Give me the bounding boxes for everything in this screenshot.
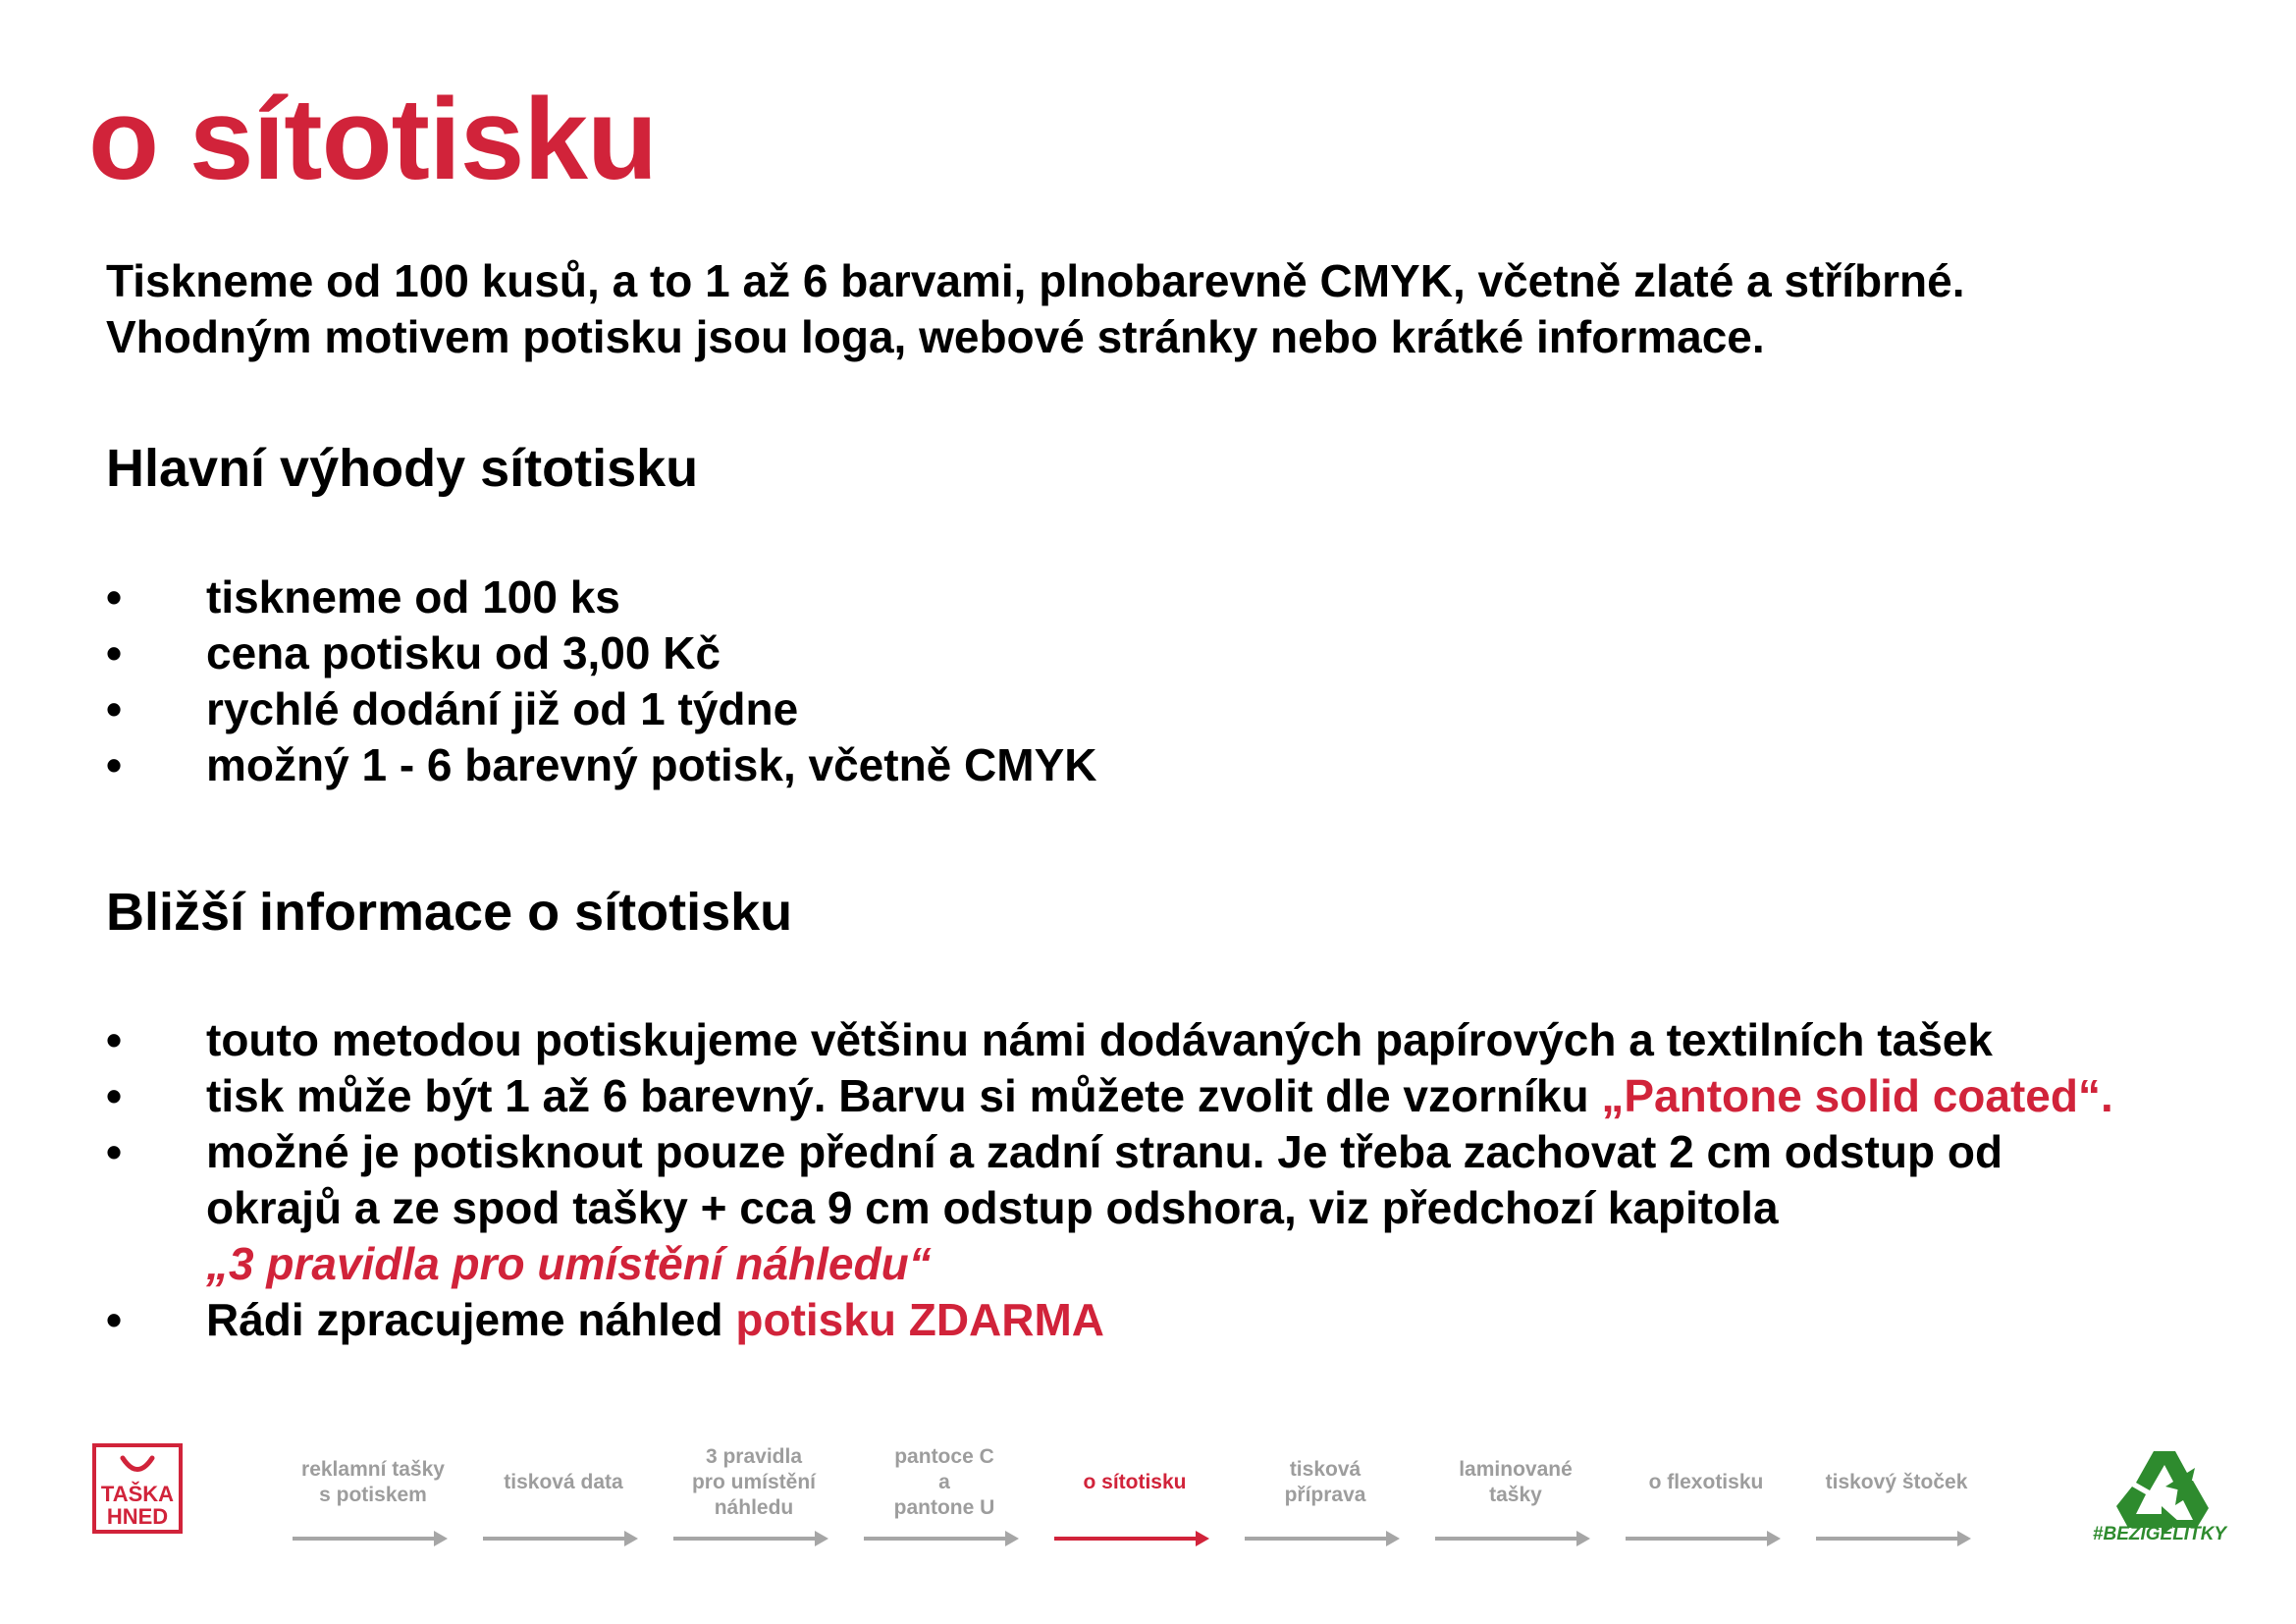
arrow-right-icon bbox=[666, 1527, 832, 1550]
arrow-right-icon bbox=[285, 1527, 452, 1550]
nav-item-label-line: tisková bbox=[1289, 1458, 1362, 1481]
bullet: • bbox=[106, 627, 123, 678]
nav-item-label-line: o sítotisku bbox=[1083, 1471, 1187, 1493]
list-item bbox=[106, 681, 1097, 737]
arrow-right-icon bbox=[475, 1527, 642, 1550]
list-item bbox=[106, 1068, 2113, 1124]
page-title: o sítotisku bbox=[88, 75, 658, 204]
nav-item-label-line: pantone U bbox=[893, 1496, 995, 1519]
nav-item-label bbox=[1808, 1429, 1985, 1537]
pantone-highlight: „Pantone solid coated“. bbox=[1601, 1070, 2113, 1121]
list-item bbox=[106, 625, 1097, 681]
list-item-text: možný 1 - 6 barevný potisk, včetně CMYK bbox=[206, 739, 1097, 790]
list-item-text: tiskneme od 100 ks bbox=[206, 571, 620, 623]
advantages-list bbox=[106, 569, 1097, 793]
list-item-text: tisk může být 1 až 6 barevný. Barvu si můžete zvolit dle vzorníku bbox=[206, 1070, 1602, 1121]
arrow-right-icon bbox=[1808, 1527, 1975, 1550]
nav-item[interactable] bbox=[475, 1429, 652, 1556]
bullet: • bbox=[106, 571, 123, 623]
list-item bbox=[106, 1124, 2113, 1292]
details-list bbox=[106, 1012, 2113, 1348]
list-item bbox=[106, 737, 1097, 793]
nav-item[interactable] bbox=[666, 1429, 842, 1556]
nav-item-label-line: tašky bbox=[1489, 1484, 1542, 1506]
nav-item[interactable] bbox=[285, 1429, 461, 1556]
nav-item-label-line: 3 pravidla bbox=[705, 1445, 803, 1468]
nav-item-label bbox=[285, 1429, 461, 1537]
nav-item[interactable] bbox=[1808, 1429, 1985, 1556]
free-preview-highlight: potisku ZDARMA bbox=[735, 1294, 1105, 1345]
list-item-text: rychlé dodání již od 1 týdne bbox=[206, 683, 799, 734]
nav-item-label-line: tisková data bbox=[504, 1471, 623, 1493]
nav-item-label-line: s potiskem bbox=[319, 1484, 427, 1506]
list-item-text: cena potisku od 3,00 Kč bbox=[206, 627, 721, 678]
intro-line: Tiskneme od 100 kusů, a to 1 až 6 barvami, plnobarevně CMYK, včetně zlaté a stříbrné. bbox=[106, 255, 1965, 306]
nav-item[interactable] bbox=[1618, 1429, 1794, 1556]
logo-line: TAŠKA bbox=[100, 1482, 175, 1506]
bullet: • bbox=[106, 1014, 123, 1065]
nav-item-label-line: laminované bbox=[1459, 1458, 1573, 1481]
nav-item-label bbox=[475, 1429, 652, 1537]
list-item bbox=[106, 1292, 2113, 1348]
intro-paragraph bbox=[106, 253, 1965, 365]
list-item-text: touto metodou potiskujeme většinu námi dodávaných papírových a textilních tašek bbox=[206, 1014, 1993, 1065]
nav-item-label-line: tiskový štoček bbox=[1825, 1471, 1968, 1493]
arrow-right-icon bbox=[1618, 1527, 1785, 1550]
bullet: • bbox=[106, 683, 123, 734]
list-item-text: možné je potisknout pouze přední a zadní stranu. Je třeba zachovat 2 cm odstup od bbox=[206, 1126, 2003, 1177]
nav-item-label bbox=[1427, 1429, 1604, 1537]
list-item bbox=[106, 1012, 2113, 1068]
nav-item-label bbox=[856, 1429, 1033, 1537]
advantages-heading: Hlavní výhody sítotisku bbox=[106, 439, 699, 498]
nav-item-label bbox=[1046, 1429, 1223, 1537]
nav-item-label-line: o flexotisku bbox=[1648, 1471, 1764, 1493]
nav-item-label-line: reklamní tašky bbox=[301, 1458, 445, 1481]
chapter-link[interactable]: „3 pravidla pro umístění náhledu“ bbox=[206, 1238, 932, 1289]
arrow-right-icon bbox=[1237, 1527, 1404, 1550]
nav-item-label-line: a bbox=[938, 1471, 950, 1493]
nav-item-label-line: pantoce C bbox=[894, 1445, 994, 1468]
list-item bbox=[106, 569, 1097, 625]
nav-item[interactable] bbox=[1046, 1429, 1223, 1556]
intro-line: Vhodným motivem potisku jsou loga, webové stránky nebo krátké informace. bbox=[106, 311, 1765, 362]
nav-item[interactable] bbox=[856, 1429, 1033, 1556]
arrow-right-icon bbox=[1046, 1527, 1213, 1550]
chapter-navigation bbox=[0, 1429, 2296, 1556]
bullet: • bbox=[106, 1126, 123, 1177]
list-item-text: okrajů a ze spod tašky + cca 9 cm odstup odshora, viz předchozí kapitola bbox=[206, 1182, 1779, 1233]
nav-item[interactable] bbox=[1427, 1429, 1604, 1556]
arrow-right-icon bbox=[1427, 1527, 1594, 1550]
nav-item[interactable] bbox=[1237, 1429, 1414, 1556]
nav-item-label-line: pro umístění bbox=[691, 1471, 816, 1493]
details-heading: Bližší informace o sítotisku bbox=[106, 883, 793, 942]
bullet: • bbox=[106, 739, 123, 790]
nav-item-label bbox=[1618, 1429, 1794, 1537]
nav-item-label bbox=[1237, 1429, 1414, 1537]
nav-item-label bbox=[666, 1429, 842, 1537]
hashtag: #BEZIGELITKY bbox=[2092, 1524, 2227, 1544]
nav-item-label-line: náhledu bbox=[714, 1496, 794, 1519]
nav-item-label-line: příprava bbox=[1284, 1484, 1366, 1506]
bullet: • bbox=[106, 1070, 123, 1121]
arrow-right-icon bbox=[856, 1527, 1023, 1550]
logo-line: HNED bbox=[106, 1504, 169, 1529]
list-item-text: Rádi zpracujeme náhled bbox=[206, 1294, 736, 1345]
bullet: • bbox=[106, 1294, 123, 1345]
